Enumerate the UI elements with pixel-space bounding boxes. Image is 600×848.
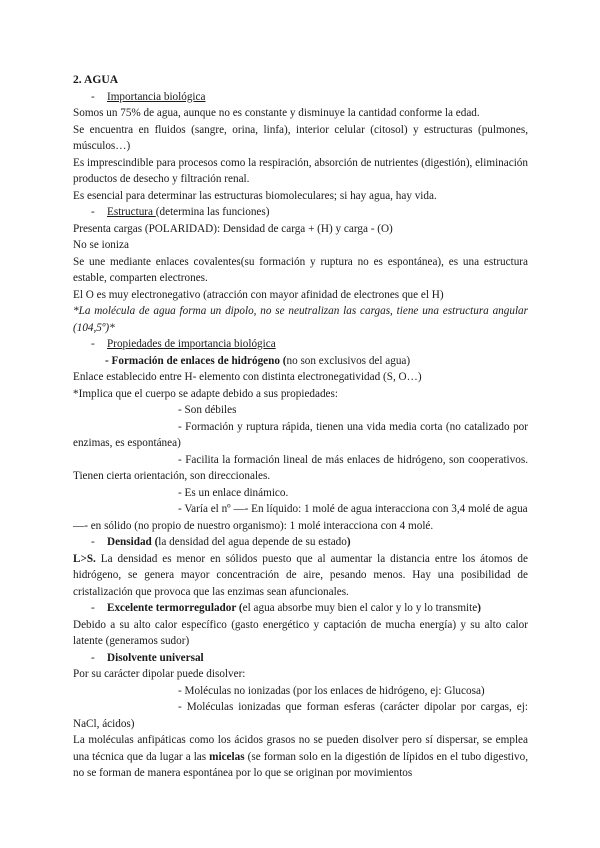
sub-item: - Es un enlace dinámico.	[178, 486, 289, 499]
property-title-rest: no son exclusivos del agua)	[286, 354, 411, 367]
density-ls: L>S.	[73, 552, 96, 565]
bullet-dash: -	[91, 206, 95, 218]
paragraph: Es esencial para determinar las estructuras biomoleculares; si hay agua, hay vida.	[73, 189, 437, 202]
sub-item: - Moléculas no ionizadas (por los enlaces de hidrógeno, ej: Glucosa)	[178, 684, 485, 697]
micelas-text-a: La moléculas anfipáticas como los ácidos grasos no se pueden disolver pero sí dispersar, se emplea una técnica que da lugar a las	[73, 734, 528, 763]
paragraph: ―- en sólido (no propio de nuestro organismo): 1 molé interacciona con 4 molé.	[73, 519, 434, 532]
subsection-propiedades	[73, 336, 528, 353]
bullet-dash: -	[91, 338, 95, 350]
paragraph: Es imprescindible para procesos como la respiración, absorción de nutrientes (digestión), eliminación productos de desecho y filtración renal.	[73, 156, 528, 185]
property-title: Excelente termorregulador (	[107, 602, 243, 614]
document-page	[73, 72, 528, 782]
paragraph: Enlace establecido entre H- elemento con distinta electronegatividad (S, O…)	[73, 371, 422, 383]
micelas-text-b: (se forman solo en la digestión de lípidos en el tubo digestivo, no se forman de manera espontánea por lo que se originan por movimientos	[73, 750, 528, 779]
bullet-dash: -	[91, 536, 95, 548]
property-density	[73, 534, 528, 551]
property-title-close: )	[346, 536, 351, 548]
property-title: Disolvente universal	[107, 651, 204, 664]
subsection-importancia	[73, 89, 528, 106]
subsection-title: Importancia biológica	[107, 90, 206, 103]
section-heading: 2. AGUA	[73, 73, 119, 86]
sub-item: - Varía el nº ―- En líquido: 1 molé de agua interacciona con 3,4 molé de agua	[178, 503, 528, 515]
subsection-title-rest: (determina las funciones)	[155, 206, 270, 218]
property-title-rest: la densidad del agua depende de su estado	[158, 536, 347, 548]
bullet-dash: -	[91, 90, 95, 103]
paragraph: El O es muy electronegativo (atracción con mayor afinidad de electrones que el H)	[73, 288, 444, 301]
sub-item: - Formación y ruptura rápida, tienen una vida media corta (no catalizado por enzimas, es espontánea)	[73, 420, 528, 449]
paragraph: Se encuentra en fluidos (sangre, orina, linfa), interior celular (citosol) y estructuras (pulmones, músculos…)	[73, 123, 528, 152]
property-title: - Formación de enlaces de hidrógeno (	[105, 354, 287, 367]
property-solvent	[73, 650, 528, 667]
paragraph	[73, 732, 528, 782]
sub-item: - Facilita la formación lineal de más enlaces de hidrógeno, son cooperativos. Tienen cierta orientación, son direccionales.	[73, 453, 528, 482]
micelas-term: micelas	[209, 750, 245, 763]
subsection-title: Estructura	[107, 206, 156, 218]
paragraph: Presenta cargas (POLARIDAD): Densidad de carga + (H) y carga - (O)	[73, 222, 393, 235]
paragraph: Somos un 75% de agua, aunque no es constante y disminuye la cantidad conforme la edad.	[73, 107, 480, 119]
paragraph: Debido a su alto calor específico (gasto energético y captación de mucha energía) y su alto calor latente (generamos sudor)	[73, 618, 528, 647]
paragraph: *Implica que el cuerpo se adapte debido a sus propiedades:	[73, 387, 338, 400]
paragraph: Se une mediante enlaces covalentes(su formación y ruptura no es espontánea), es una estructura estable, comparten electrones.	[73, 255, 528, 284]
paragraph	[73, 551, 528, 601]
property-title: Densidad (	[107, 536, 159, 548]
property-hydrogen-bonds	[73, 353, 528, 370]
bullet-dash: -	[91, 602, 95, 614]
subsection-title: Propiedades de importancia biológica	[107, 338, 276, 350]
property-thermoregulator	[73, 600, 528, 617]
property-title-close: )	[477, 602, 481, 614]
paragraph: Por su carácter dipolar puede disolver:	[73, 668, 246, 680]
subsection-estructura	[73, 204, 528, 221]
bullet-dash: -	[91, 651, 95, 664]
property-title-rest: el agua absorbe muy bien el calor y lo y lo transmite	[242, 602, 478, 614]
paragraph: No se ioniza	[73, 239, 129, 251]
density-text: La densidad es menor en sólidos puesto que al aumentar la distancia entre los átomos de hidrógeno, se genera mayor concentración de aire, pesando menos. Hay una posibilidad de cristalización que provoca que las enzimas sean afuncionales.	[73, 552, 528, 598]
sub-item: - Son débiles	[178, 404, 237, 416]
italic-note: *La molécula de agua forma un dipolo, no se neutralizan las cargas, tiene una estructura angular (104,5º)*	[73, 305, 528, 334]
sub-item: - Moléculas ionizadas que forman esferas (carácter dipolar por cargas, ej: NaCl, ácidos)	[73, 701, 528, 730]
